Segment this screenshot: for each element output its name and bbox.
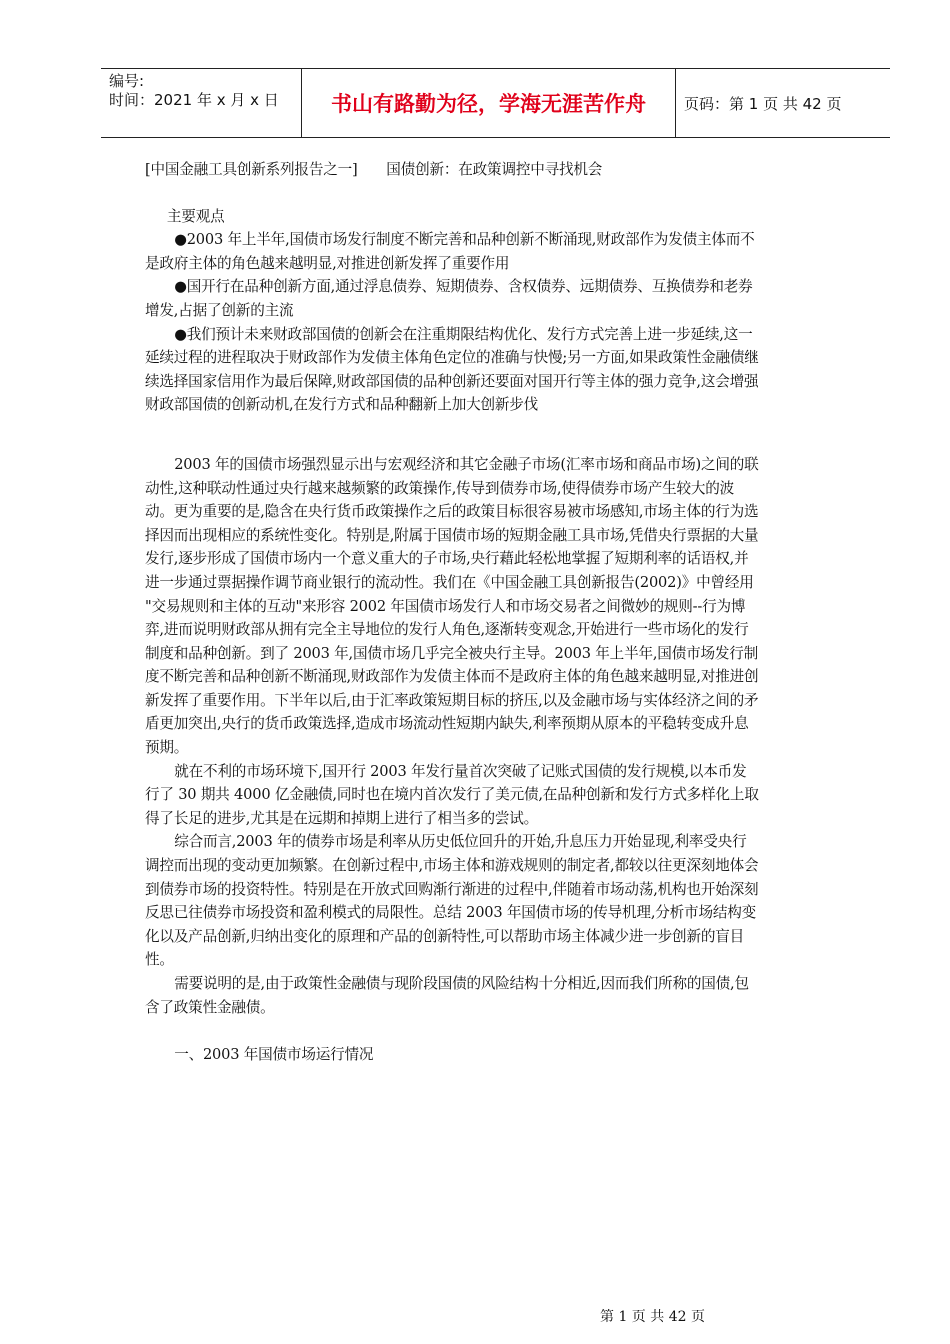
date-label: 时间：2021 年 x 月 x 日 (109, 91, 279, 109)
serial-number-label: 编号: (109, 72, 145, 90)
document-header (101, 68, 890, 138)
document-title: [中国金融工具创新系列报告之一] 国债创新：在政策调控中寻找机会 (145, 161, 603, 178)
main-points-heading: 主要观点 (166, 207, 225, 225)
page-footer: 第 1 页 共 42 页 (600, 1309, 705, 1325)
bullet-point: ●国开行在品种创新方面,通过浮息债券、短期债券、含权债券、远期债券、互换债券和老券增发,占据了创新的主流 (145, 278, 753, 319)
bullet-point: ●我们预计未来财政部国债的创新会在注重期限结构优化、发行方式完善上进一步延续,这一延续过程的进程取决于财政部作为发债主体角色定位的准确与快慢;另一方面,如果政策性金融债继续选择国家信用作为最后保障,财政部国债的品种创新还要面对国开行等主体的强力竞争,这会增强财政部国债的创新动机,在发行方式和品种翻新上加大创新步伐 (145, 325, 759, 414)
header-motto: 书山有路勤为径，学海无涯苦作舟 (302, 69, 676, 137)
document-body (145, 158, 760, 1066)
body-paragraph: 2003 年的国债市场强烈显示出与宏观经济和其它金融子市场(汇率市场和商品市场)之间的联动性,这种联动性通过央行越来越频繁的政策操作,传导到债券市场,使得债券市场产生较大的波动。更为重要的是,隐含在央行货币政策操作之后的政策目标很容易被市场感知,市场主体的行为选择因而出现相应的系统性变化。特别是,附属于国债市场的短期金融工具市场,凭借央行票据的大量发行,逐步形成了国债市场内一个意义重大的子市场,央行藉此轻松地掌握了短期利率的话语权,并进一步通过票据操作调节商业银行的流动性。我们在《中国金融工具创新报告(2002)》中曾经用 "交易规则和主体的互动"来形容 2002 年国债市场发行人和市场交易者之间微妙的规则--行为博弈,进而说明财政部从拥有完全主导地位的发行人角色,逐渐转变观念,开始进行一些市场化的发行制度和品种创新。到了 2003 年,国债市场几乎完全被央行主导。2003 年上半年,国债市场发行制度不断完善和品种创新不断涌现,财政部作为发债主体而不是政府主体的角色越来越明显,对推进创新发挥了重要作用。下半年以后,由于汇率政策短期目标的挤压,以及金融市场与实体经济之间的矛盾更加突出,央行的货币政策选择,造成市场流动性短期内缺失,利率预期从原本的平稳转变成升息预期。 (145, 455, 759, 757)
header-meta (101, 69, 302, 137)
body-paragraph: 综合而言,2003 年的债券市场是利率从历史低位回升的开始,升息压力开始显现,利率受央行调控而出现的变动更加频繁。在创新过程中,市场主体和游戏规则的制定者,都较以往更深刻地体会到债券市场的投资特性。特别是在开放式回购渐行渐进的过程中,伴随着市场动荡,机构也开始深刻反思已往债券市场投资和盈利模式的局限性。总结 2003 年国债市场的传导机理,分析市场结构变化以及产品创新,归纳出变化的原理和产品的创新特性,可以帮助市场主体减少进一步创新的盲目性。 (145, 833, 759, 969)
section-heading: 一、2003 年国债市场运行情况 (174, 1045, 374, 1063)
header-page-number: 页码：第 1 页 共 42 页 (684, 94, 842, 113)
body-paragraph: 需要说明的是,由于政策性金融债与现阶段国债的风险结构十分相近,因而我们所称的国债,包含了政策性金融债。 (145, 975, 749, 1016)
bullet-point: ●2003 年上半年,国债市场发行制度不断完善和品种创新不断涌现,财政部作为发债主体而不是政府主体的角色越来越明显,对推进创新发挥了重要作用 (145, 231, 755, 272)
body-paragraph: 就在不利的市场环境下,国开行 2003 年发行量首次突破了记账式国债的发行规模,以本币发行了 30 期共 4000 亿金融债,同时也在境内首次发行了美元债,在品种创新和发行方式多样化上取得了长足的进步,尤其是在远期和掉期上进行了相当多的尝试。 (145, 762, 759, 827)
